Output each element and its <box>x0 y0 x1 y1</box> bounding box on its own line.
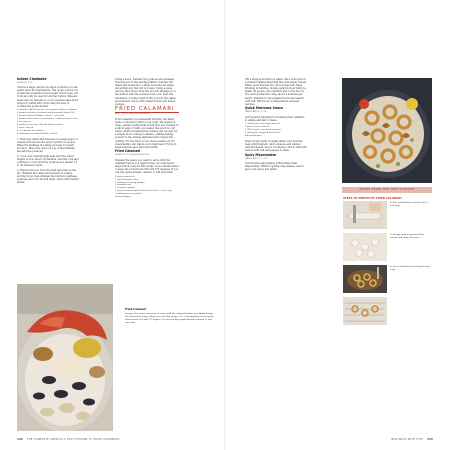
running-head: THE COMPLETE AMERICA'S TEST KITCHEN TV SHOW COOKBOOK <box>26 438 120 441</box>
step-number: 1. <box>390 202 393 204</box>
ingredient-item: 1 tablespoon extra-virgin olive oil <box>245 123 280 126</box>
recipe-yield: SERVES 4 TO 6 <box>17 81 33 84</box>
squid-dredging-illustration <box>343 233 387 261</box>
ingredient-item: 1 (14.5-ounce) can diced tomatoes <box>245 129 282 132</box>
ingredient-item: 1 teaspoon salt <box>115 184 132 187</box>
ingredient-item: 1 tablespoon chopped fresh basil <box>245 132 280 135</box>
recipe-title: Spicy Mayonnaise <box>245 152 277 157</box>
recipe-title: Quick Marinara Sauce <box>245 106 284 111</box>
ingredient-item: 1 pound small red or new potatoes, scrubbed and cut into 1-inch pieces <box>17 118 78 124</box>
recipe-intro: Our favorite marinara for dunking fried calamari is simple and fast to make. <box>245 115 305 122</box>
ingredient-item: 2 pounds small littleneck or cherrystone clams, scrubbed <box>17 109 77 112</box>
right-folio <box>391 438 433 441</box>
ingredient-item: 2 tablespoons cornstarch <box>115 193 142 196</box>
recipe-intro: Our favorite mayonnaise is Blue Plate Real Mayonnaise. Whisk together mayonnaise, lemon juice, hot sauce and garlic. <box>245 162 304 172</box>
section-rule <box>115 112 179 113</box>
step-photo-2 <box>343 233 387 261</box>
ingredient-item: ¼ teaspoon pepper <box>115 187 136 190</box>
recipe-yield: SERVES 4 TO 6 AS AN APPETIZER <box>115 154 150 157</box>
step-number: 3. <box>390 266 393 268</box>
ingredient-item: 1 pound smoked kielbasa, sliced ½ inch thick <box>17 115 65 118</box>
page-number: 333 <box>427 438 433 441</box>
clambake-photo <box>17 284 113 431</box>
recipe-step: 1. Place the clams and mussels on a large piece of cheesecloth and tie the ends together to secure. Rinse the kielbasa in a large (at least 12-quart) stockpot. Place the onion on top of the kielbasa and add the potatoes. <box>17 137 79 153</box>
section-title: FRIED CALAMARI <box>115 105 175 112</box>
sidebar-step <box>390 234 430 239</box>
recipe-step: Heat oil and garlic in small skillet over medium heat until fragrant. Add tomatoes and simmer until thickened, about 10 minutes. Stir in basil and season with salt and pepper to taste. <box>245 139 307 153</box>
recipe-step: 3. Remove the pot from the heat and remove the lid. Transfer the clams and mussels to a large serving bowl, then arrange the lobsters, kielbasa, potatoes and corn around them. Serve with melted butter. <box>17 168 79 184</box>
ingredient-item: 4 medium ears corn, silk and husk removed <box>17 123 63 126</box>
step-text: Slice squid bodies crosswise into ½-inch rings. <box>390 202 429 207</box>
recipe-title: Indoor Clambake <box>17 77 47 81</box>
ingredient-item: 2 pounds mussels, scrubbed and debearded (about 50) <box>17 112 75 115</box>
continued-text: Fill a large bowl with ice water. Set a wire rack in a rimmed baking sheet and line with paper towels. Rinse squid and pat dry; slice bodies into rings. Working in batches, dredge squid in flour mixture, shake off excess, and carefully add to the hot oil. Fry until golden and crisp, about 2 minutes per batch. Transfer to the prepared rack and season with salt. Return oil to temperature between batches. <box>245 78 307 106</box>
ingredient-list <box>245 123 307 138</box>
sidebar-title: STEPS TO PERFECTLY FRIED CALAMARI <box>343 195 402 200</box>
recipe-yield: MAKES ABOUT ½ CUP <box>245 157 268 160</box>
ingredient-list <box>17 109 79 135</box>
step-photo-3 <box>343 265 387 293</box>
clambake-illustration <box>17 284 113 431</box>
calamari-illustration <box>342 78 432 183</box>
left-column-3-lower <box>125 308 215 432</box>
ingredient-item: 1 pound cleaned squid, bodies sliced into ½-inch rings <box>115 190 172 193</box>
continued-text: Using a sieve, transfer the potatoes and sausage from the pot to the serving platter. Transfer the clams and mussels to a large bowl and set aside, discarding any that did not open. Using a sieve, remove the lobster from the pot and arrange it on the platter with the potatoes and corn. Pour the remaining cooking liquid in the pot into the clams and mussels. Serve with melted butter and lemon wedges. <box>115 78 176 106</box>
recipe-intro: Prepare the sauce you want to serve with the calamari before you begin frying. You will need a large Dutch oven for this recipe. Use a thermometer to keep the oil between 350 and 375 degrees. If you can buy squid already cleaned, it will save time. <box>115 158 179 174</box>
step-text: Dredge squid in seasoned flour mixture and shake off excess. <box>390 234 424 239</box>
ingredient-item: Lemon wedges <box>115 196 131 199</box>
ingredient-item: 1 tablespoon baking powder <box>115 181 145 184</box>
running-head: NEW WAYS WITH FISH <box>391 438 424 441</box>
ingredient-item: 2 quarts peanut oil <box>115 175 135 178</box>
recipe-title: Fried Calamari <box>115 149 141 154</box>
sidebar-step <box>390 202 430 207</box>
recipe-yield: MAKES ABOUT 1 CUP <box>245 111 267 114</box>
step-text: Fry in small batches until golden and crisp. <box>390 266 430 271</box>
squid-slicing-illustration <box>343 201 387 229</box>
sidebar-step <box>390 266 430 271</box>
calamari-photo <box>342 78 432 183</box>
section-body: Fried calamari is a restaurant favorite, but many home cooks find it hard to get right. We wanted a crisp, golden coating that would stay put. Instead of a dip in eggs or milk, we soaked the squid in cold water, which moistened the surface just enough for a simple flour coating to adhere. Adding baking powder to the dredge lightened and crisped the coating. For the fryer oil we chose peanut oil; it's clean-tasting and stands up to high heat. Frying in small batches gave the best results. <box>115 117 179 149</box>
right-column-1 <box>245 78 307 173</box>
recipe-note: Prepare the sauce you want to serve with the calamari before you begin frying. You will need a large Dutch oven for this recipe. Use a thermometer to keep the oil between 350 and 375 degrees. If you can buy squid already cleaned, it will save time. <box>125 311 214 324</box>
ingredient-item: 2 (1¼-pound) live lobsters <box>17 129 45 132</box>
calamari-rack-illustration <box>343 297 387 325</box>
ingredient-list <box>115 176 179 199</box>
step-photo-1 <box>343 201 387 229</box>
recipe-title: Fried Calamari <box>125 308 147 311</box>
ingredient-item: 2 garlic cloves, minced <box>245 126 269 129</box>
test-kitchen-sidebar <box>342 187 432 433</box>
ingredient-item: 4 tablespoons unsalted butter, melted <box>17 132 57 135</box>
ingredient-item: 1 cup all-purpose flour <box>115 178 139 181</box>
recipe-intro: Choose a large, narrow stockpot in which you can easily layer the ingredients. The recipe can be cut in half and prepared in an 8-quart Dutch oven, but it should only be used for shorter bursts. Mussels need only six minutes to cook; potatoes take much longer to soften fully. Don't skip the step of cooking the potatoes first. <box>17 86 79 108</box>
ingredient-item: Salt and pepper <box>245 135 262 138</box>
ingredient-item: 1 onion, halved <box>17 126 34 129</box>
left-folio <box>17 438 119 441</box>
recipe-step: 2. Cook over medium-high heat until the water begins to boil, about 10 minutes. Add the corn and continue to cook until the potatoes are tender, 15 to 20 minutes longer. <box>17 154 79 167</box>
page-number: 332 <box>17 438 23 441</box>
left-column-1 <box>17 78 79 186</box>
right-page <box>225 0 450 450</box>
squid-frying-illustration <box>343 265 387 293</box>
step-number: 2. <box>390 234 393 236</box>
left-column-2 <box>115 78 179 201</box>
step-photo-4 <box>343 297 387 325</box>
sidebar-band: NOTES FROM THE TEST KITCHEN <box>342 187 432 193</box>
section-subhead: WHY THIS RECIPE WORKS <box>115 113 150 116</box>
